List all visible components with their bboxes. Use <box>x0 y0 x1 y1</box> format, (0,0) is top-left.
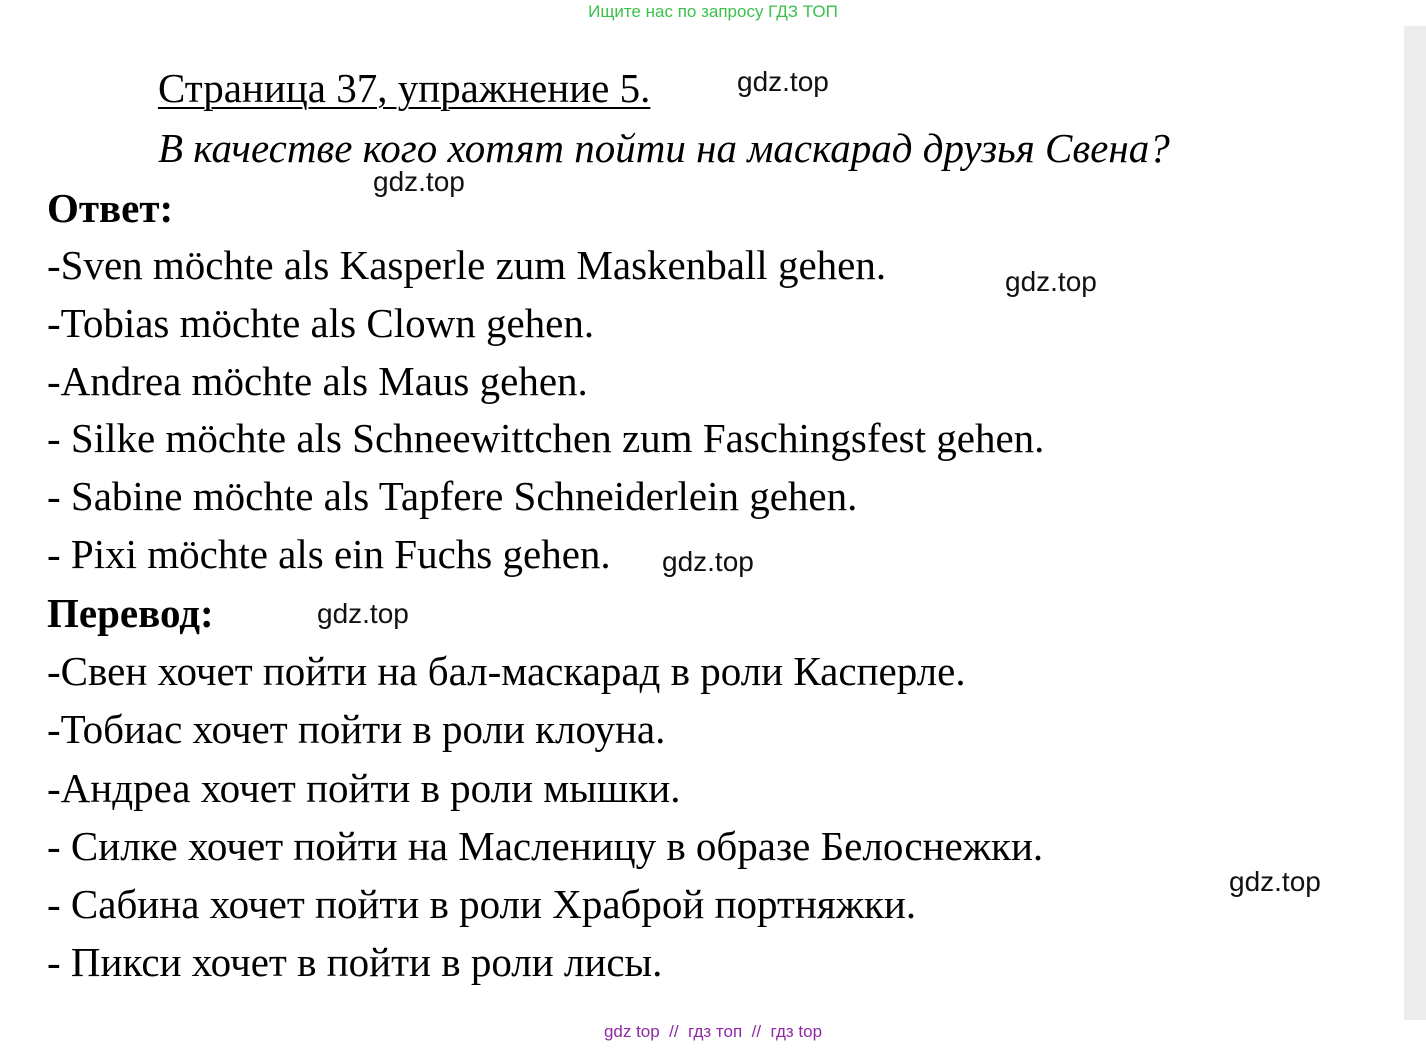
translation-line: -Андреа хочет пойти в роли мышки. <box>47 765 681 811</box>
top-banner: Ищите нас по запросу ГДЗ ТОП <box>588 2 838 21</box>
footer-links: gdz top // гдз топ // гдз top <box>603 1022 823 1041</box>
translation-line: -Тобиас хочет пойти в роли клоуна. <box>47 706 666 752</box>
answer-line: - Sabine möchte als Tapfere Schneiderlein gehen. <box>47 473 858 519</box>
translation-heading: Перевод: <box>47 590 214 636</box>
answer-heading: Ответ: <box>47 185 174 231</box>
watermark: gdz.top <box>1005 266 1097 297</box>
translation-line: -Свен хочет пойти на бал-маскарад в роли Касперле. <box>47 648 966 694</box>
answer-line: - Pixi möchte als ein Fuchs gehen. <box>47 531 611 577</box>
watermark: gdz.top <box>662 546 754 577</box>
scrollbar-track[interactable] <box>1404 26 1426 1020</box>
answer-line: - Silke möchte als Schneewittchen zum Faschingsfest gehen. <box>47 415 1045 461</box>
watermark: gdz.top <box>317 598 409 629</box>
watermark: gdz.top <box>737 66 829 97</box>
exercise-question: В качестве кого хотят пойти на маскарад друзья Свена? <box>158 125 1170 171</box>
translation-line: - Пикси хочет в пойти в роли лисы. <box>47 939 663 985</box>
answer-line: -Sven möchte als Kasperle zum Maskenball gehen. <box>47 242 887 288</box>
translation-line: - Силке хочет пойти на Масленицу в образе Белоснежки. <box>47 823 1044 869</box>
translation-line: - Сабина хочет пойти в роли Храброй портняжки. <box>47 881 917 927</box>
page-heading: Страница 37, упражнение 5. <box>158 65 651 111</box>
answer-line: -Tobias möchte als Clown gehen. <box>47 300 595 346</box>
watermark: gdz.top <box>1229 866 1321 897</box>
answer-line: -Andrea möchte als Maus gehen. <box>47 358 588 404</box>
watermark: gdz.top <box>373 166 465 197</box>
